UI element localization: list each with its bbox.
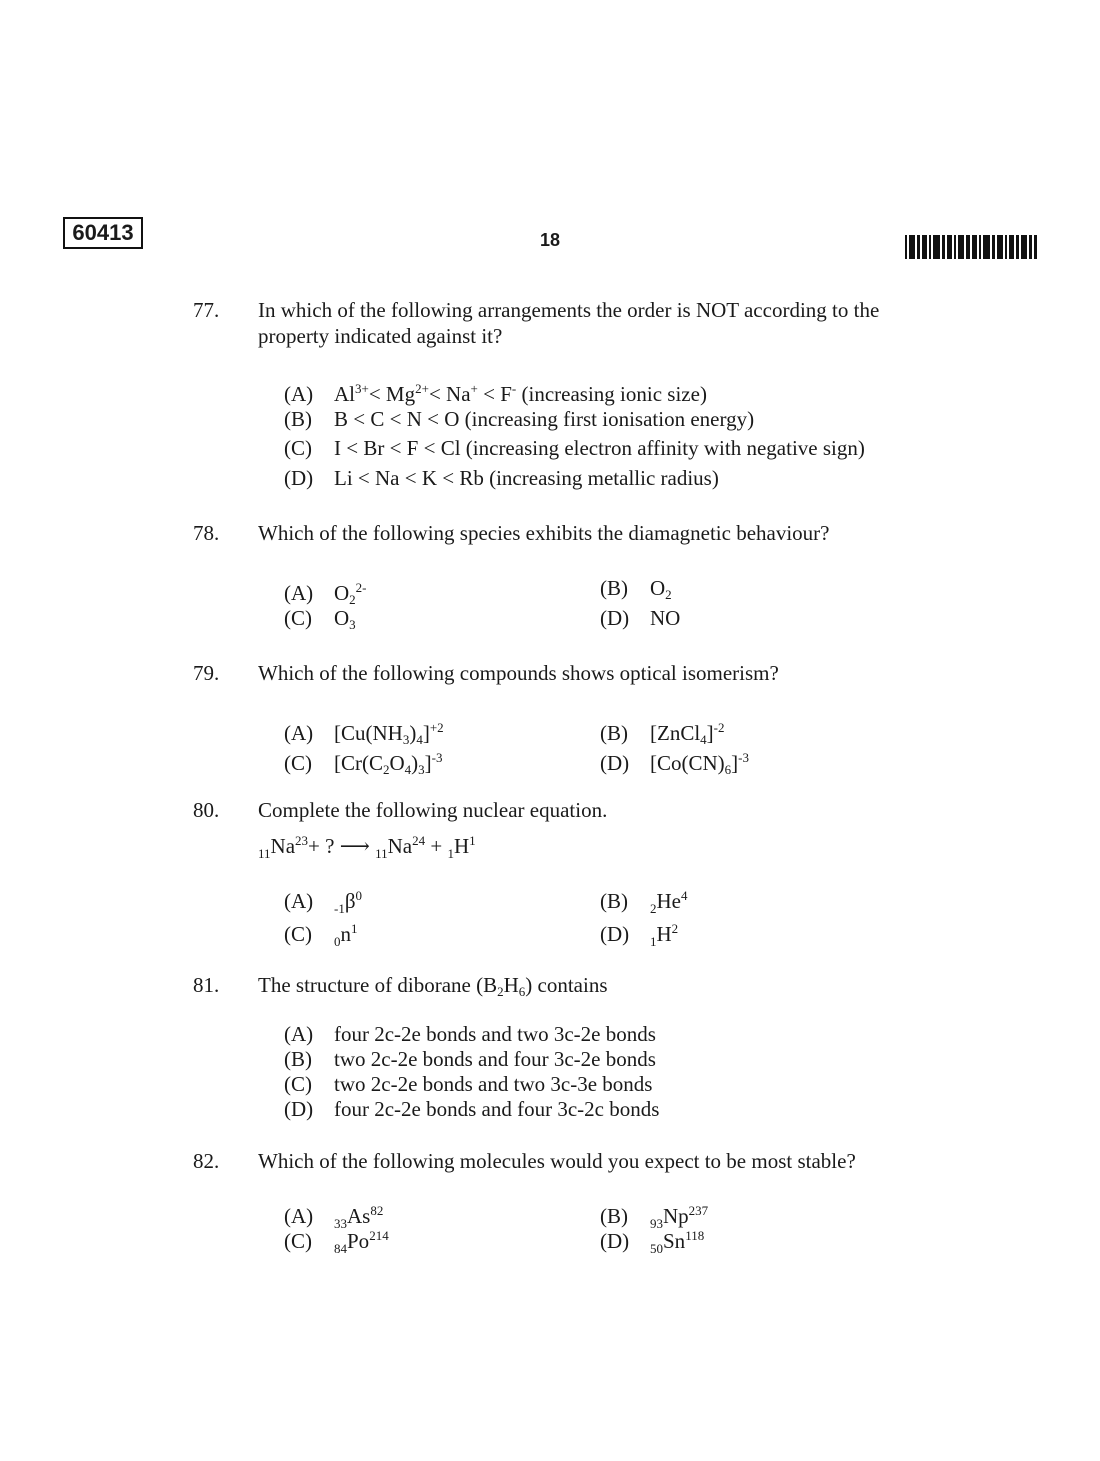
option-label: (A) [284,1204,314,1228]
option-81-a [284,1021,656,1047]
paper-code-box: 60413 [63,217,143,249]
option-text: four 2c-2e bonds and two 3c-2e bonds [334,1022,656,1046]
option-82-c: (C) $_{84}Po^{214}$ [284,1228,389,1256]
barcode-icon [905,235,1037,259]
option-label: (A) [284,889,314,913]
page-number: 18 [539,230,561,250]
option-text: two 2c-2e bonds and two 3c-3e bonds [334,1072,653,1096]
option-77-c [284,435,865,461]
question-text: Complete the following nuclear equation. [258,798,608,822]
option-label: (A) [284,581,314,605]
option-text: Li < Na < K < Rb (increasing metallic radius) [334,466,719,490]
option-label: (D) [600,1229,630,1253]
option-text: two 2c-2e bonds and four 3c-2e bonds [334,1047,656,1071]
option-79-d: (D) $[Co(CN)_6]^{-3}$ [600,750,750,777]
question-number: 80. [193,798,220,822]
option-label: (B) [284,407,312,431]
nuclear-equation: $_{11}Na^{23}+$ ? ⟶ $_{11}Na^{24} + _1H^1$ [258,833,476,861]
option-label: (D) [600,606,630,630]
question-text: Which of the following compounds shows optical isomerism? [258,661,779,685]
option-label: (A) [284,1022,314,1046]
option-label: (B) [600,889,628,913]
question-text: Which of the following molecules would you expect to be most stable? [258,1149,856,1173]
option-text: NO [650,606,681,630]
option-text: (increasing ionic size) [516,382,707,406]
option-label: (D) [284,466,314,490]
question-number: 82. [193,1149,220,1173]
question-number: 77. [193,298,220,322]
option-80-d: (D) $_1H^2$ [600,921,679,949]
option-label: (A) [284,721,314,745]
option-label: (B) [600,1204,628,1228]
option-78-c: (C) $O_3$ [284,606,356,632]
option-label: (C) [284,751,312,775]
option-label: (C) [284,1229,312,1253]
option-label: (B) [600,576,628,600]
question-number: 78. [193,521,220,545]
option-78-b: (B) $O_2$ [600,576,672,602]
option-79-a: (A) $[Cu(NH_3)_4]^{+2}$ [284,720,444,747]
option-text: four 2c-2e bonds and four 3c-2c bonds [334,1097,660,1121]
option-81-d [284,1096,659,1122]
option-label: (C) [284,606,312,630]
option-text: I < Br < F < Cl (increasing electron affinity with negative sign) [334,436,865,460]
option-79-c: (C) $[Cr(C_2O_4)_3]^{-3}$ [284,750,443,777]
question-text: The structure of diborane $(B_2H_6)$ contains [258,973,608,999]
option-79-b: (B) [ZnCl$_4$]$^{-2}$ [600,720,725,747]
option-text: B < C < N < O (increasing first ionisation energy) [334,407,755,431]
option-78-d [600,605,680,631]
option-77-d [284,465,719,491]
option-label: (A) [284,382,314,406]
option-77-a: (A) $Al^{3+}< Mg^{2+}< Na^+ < F^-$ (increasing ionic size) [284,381,707,406]
option-label: (C) [284,436,312,460]
option-82-b: (B) $_{93}Np^{237}$ [600,1203,709,1231]
question-number: 79. [193,661,220,685]
option-label: (C) [284,922,312,946]
option-82-a: (A) $_{33}As^{82}$ [284,1203,384,1231]
option-label: (D) [600,751,630,775]
option-81-c [284,1071,652,1097]
option-label: (D) [600,922,630,946]
option-77-b [284,406,754,432]
option-label: (D) [284,1097,314,1121]
option-80-c: (C) $_0n^1$ [284,921,358,949]
option-78-a: (A) $O_2^{2-}$ [284,580,367,607]
question-text: In which of the following arrangements the order is NOT according to the property indicated against it? [258,298,880,348]
option-81-b [284,1046,656,1072]
option-label: (C) [284,1072,312,1096]
option-82-d: (D) $_{50}Sn^{118}$ [600,1228,705,1256]
option-80-a: (A) $_{-1}\beta^0$ [284,888,363,916]
option-label: (B) [284,1047,312,1071]
question-number: 81. [193,973,220,997]
option-label: (B) [600,721,628,745]
option-80-b: (B) $_2He^4$ [600,888,688,916]
question-text: Which of the following species exhibits the diamagnetic behaviour? [258,521,830,545]
